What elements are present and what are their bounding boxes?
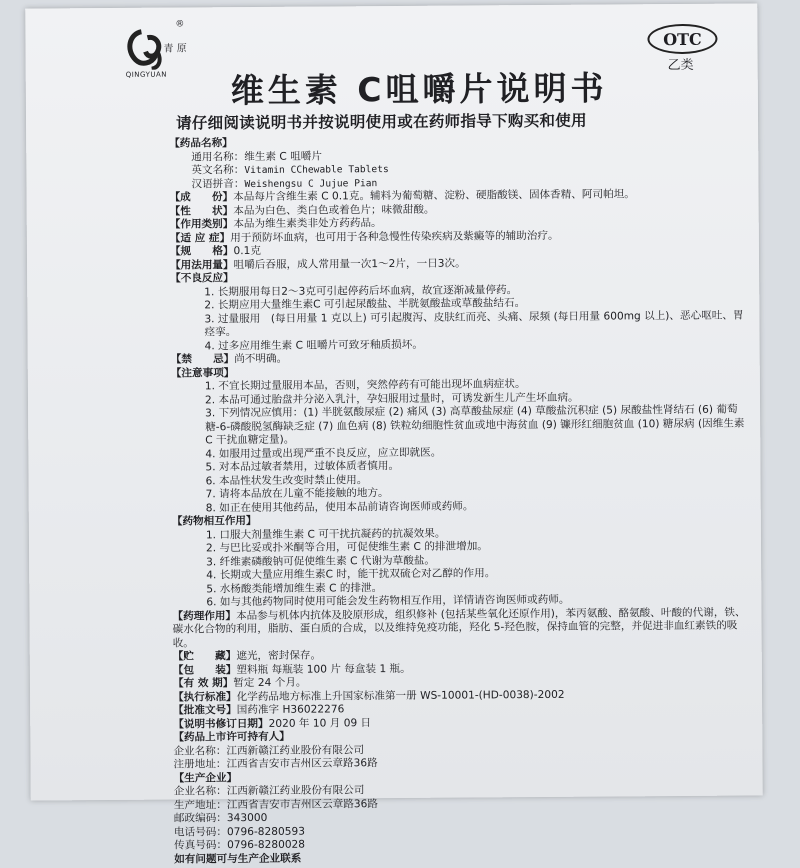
english-name-label: 英文名称： <box>191 164 245 177</box>
approval-label: 【批准文号】 <box>173 704 237 717</box>
manufacturer-name-value: 江西新赣江药业股份有限公司 <box>226 784 365 798</box>
section-interactions: 【药物相互作用】 <box>171 514 257 528</box>
footer-contact-note: 如有问题可与生产企业联系 <box>174 852 302 866</box>
standard-label: 【执行标准】 <box>173 690 237 704</box>
usage-warning: 请仔细阅读说明书并按说明使用或在药师指导下购买和使用 <box>175 111 587 133</box>
dosage-label: 【用法用量】 <box>169 258 234 272</box>
caution-item: 5. 对本品过敏者禁用，过敏体质者慎用。 <box>205 459 400 474</box>
caution-item: 8. 如正在使用其他药品，使用本品前请咨询医师或药师。 <box>205 499 474 514</box>
adverse-item: 2. 长期应用大量维生素C 可引起尿酸盐、半胱氨酸盐或草酸盐结石。 <box>204 297 526 312</box>
caution-item: 6. 本品性状发生改变时禁止使用。 <box>205 473 368 487</box>
caution-item: 1. 不宜长期过量服用本品，否则，突然停药有可能出现坏血病症状。 <box>204 378 526 393</box>
manufacturer-address-value: 江西省吉安市吉州区云章路36路 <box>226 797 379 811</box>
standard-value: 化学药品地方标准上升国家标准第一册 WS-10001-(HD-0038)-2002 <box>236 688 565 703</box>
interaction-item: 4. 长期或大量应用维生素C 时，能干扰双硫仑对乙醇的作用。 <box>206 567 496 582</box>
appearance-value: 本品为白色、类白色或着色片；味微甜酸。 <box>233 203 435 217</box>
caution-item: 4. 如服用过量或出现严重不良反应，应立即就医。 <box>205 446 442 460</box>
pharmacology-value: 本品参与机体内抗体及胶原形成，组织修补 (包括某些氧化还原作用)，苯丙氨酸、酪氨酸、叶酸的代谢，铁、碳水化合物的利用，脂肪、蛋白质的合成，以及维持免疫功能，羟化 5-羟色胺，保持血管的完整，并促进非血红素铁的吸收。 <box>172 606 746 650</box>
revision-label: 【说明书修订日期】 <box>173 717 269 731</box>
dosage-value: 咀嚼后吞服，成人常用量一次1～2片，一日3次。 <box>233 256 466 271</box>
holder-name-label: 企业名称： <box>173 744 227 758</box>
contraindication-label: 【禁 忌】 <box>170 353 235 366</box>
manufacturer-name-label: 企业名称： <box>173 785 227 798</box>
category-label: 【作用类别】 <box>169 218 234 231</box>
section-adverse: 【不良反应】 <box>170 272 234 285</box>
appearance-label: 【性 状】 <box>169 204 234 218</box>
registered-mark: ® <box>175 19 185 30</box>
otc-badge <box>647 24 717 54</box>
adverse-item: 3. 过量服用 (每日用量 1 克以上) 可引起腹泻、皮肤红而亮、头痛、尿频 (每日用量 600mg 以上)、恶心呕吐、胃痉挛。 <box>204 309 744 339</box>
approval-value: 国药准字 H36022276 <box>236 703 345 717</box>
caution-item: 7. 请将本品放在儿童不能接触的地方。 <box>205 487 389 501</box>
generic-name-label: 通用名称： <box>191 150 245 163</box>
storage-label: 【贮 藏】 <box>172 650 237 663</box>
composition-label: 【成 份】 <box>169 191 234 204</box>
phone-value: 0796-8280593 <box>226 825 305 838</box>
validity-label: 【有 效 期】 <box>172 677 234 690</box>
otc-category: 乙类 <box>667 57 694 74</box>
phone-label: 电话号码： <box>173 825 228 839</box>
caution-item: 2. 本品可通过胎盘并分泌入乳汁，孕妇服用过量时，可诱发新生儿产生坏血病。 <box>204 391 579 406</box>
adverse-item: 1. 长期服用每日2～3克可引起停药后坏血病，故宜逐渐减量停药。 <box>204 283 518 298</box>
interaction-item: 2. 与巴比妥或扑米酮等合用，可促使维生素 C 的排泄增加。 <box>205 540 488 555</box>
holder-name-value: 江西新赣江药业股份有限公司 <box>226 743 365 757</box>
interaction-item: 6. 如与其他药物同时使用可能会发生药物相互作用，详情请咨询医师或药师。 <box>206 593 570 609</box>
indication-value: 用于预防坏血病，也可用于各种急慢性传染疾病及紫癜等的辅助治疗。 <box>230 229 559 244</box>
pharmacology-row <box>172 606 752 651</box>
section-manufacturer: 【生产企业】 <box>173 771 238 785</box>
fax-value: 0796-8280028 <box>227 838 306 852</box>
leaflet-body <box>169 134 754 867</box>
storage-value: 遮光，密封保存。 <box>236 649 322 663</box>
pinyin-value: Weishengsu C Jujue Pian <box>244 177 378 190</box>
manufacturer-address-label: 生产地址： <box>173 798 227 812</box>
brand-name-cn: 青 原 <box>163 43 187 55</box>
indication-label: 【适 应 症】 <box>169 231 231 245</box>
brand-name-en: QINGYUAN <box>125 70 168 79</box>
caution-item: 3. 下列情况应慎用：(1) 半胱氨酸尿症 (2) 痛风 (3) 高草酸盐尿症 (4) 草酸盐沉积症 (5) 尿酸盐性肾结石 (6) 葡萄糖-6-磷酸脱氢酶缺乏症 (7) 血色病 (8) 铁粒幼细胞性贫血或地中海贫血 (9) 镰形红细胞贫血 (10) 糖尿病 (因维生素 C 干扰血糖定量)。 <box>205 403 745 447</box>
section-holder: 【药品上市许可持有人】 <box>173 730 290 744</box>
composition-value: 本品每片含维生素 C 0.1克。辅料为葡萄糖、淀粉、硬脂酸镁、固体香精、阿司帕坦。 <box>233 188 635 204</box>
fax-label: 传真号码： <box>174 839 228 852</box>
interaction-item: 5. 水杨酸类能增加维生素 C 的排泄。 <box>206 581 383 595</box>
document-title: 维生素 C咀嚼片说明书 <box>230 68 608 111</box>
spec-value: 0.1克 <box>233 244 261 258</box>
generic-name-value: 维生素 C 咀嚼片 <box>244 149 322 163</box>
validity-value: 暂定 24 个月。 <box>233 676 307 690</box>
interaction-item: 3. 纤维素磷酸钠可促使维生素 C 代谢为草酸盐。 <box>206 554 436 568</box>
pharmacology-label: 【药理作用】 <box>172 609 237 623</box>
interaction-item: 1. 口服大剂量维生素 C 可干扰抗凝药的抗凝效果。 <box>205 527 446 541</box>
pinyin-label: 汉语拼音： <box>191 177 245 190</box>
contraindication-value: 尚不明确。 <box>234 352 288 366</box>
package-value: 塑料瓶 每瓶装 100 片 每盒装 1 瓶。 <box>236 662 411 676</box>
category-value: 本品为维生素类非处方药药品。 <box>233 217 382 231</box>
holder-address-label: 注册地址： <box>173 758 227 771</box>
section-drug-name: 【药品名称】 <box>169 137 233 150</box>
adverse-item: 4. 过多应用维生素 C 咀嚼片可致牙釉质损坏。 <box>204 338 423 352</box>
english-name-value: Vitamin CChewable Tablets <box>244 164 389 177</box>
section-cautions: 【注意事项】 <box>170 366 235 380</box>
otc-badge-label: OTC <box>663 29 702 49</box>
holder-address-value: 江西省吉安市吉州区云章路36路 <box>226 757 378 771</box>
package-label: 【包 装】 <box>172 663 237 677</box>
postcode-label: 邮政编码： <box>173 812 227 825</box>
instruction-leaflet <box>25 3 763 866</box>
spec-label: 【规 格】 <box>169 245 234 258</box>
revision-value: 2020 年 10 月 09 日 <box>268 716 372 730</box>
postcode-value: 343000 <box>226 811 268 825</box>
